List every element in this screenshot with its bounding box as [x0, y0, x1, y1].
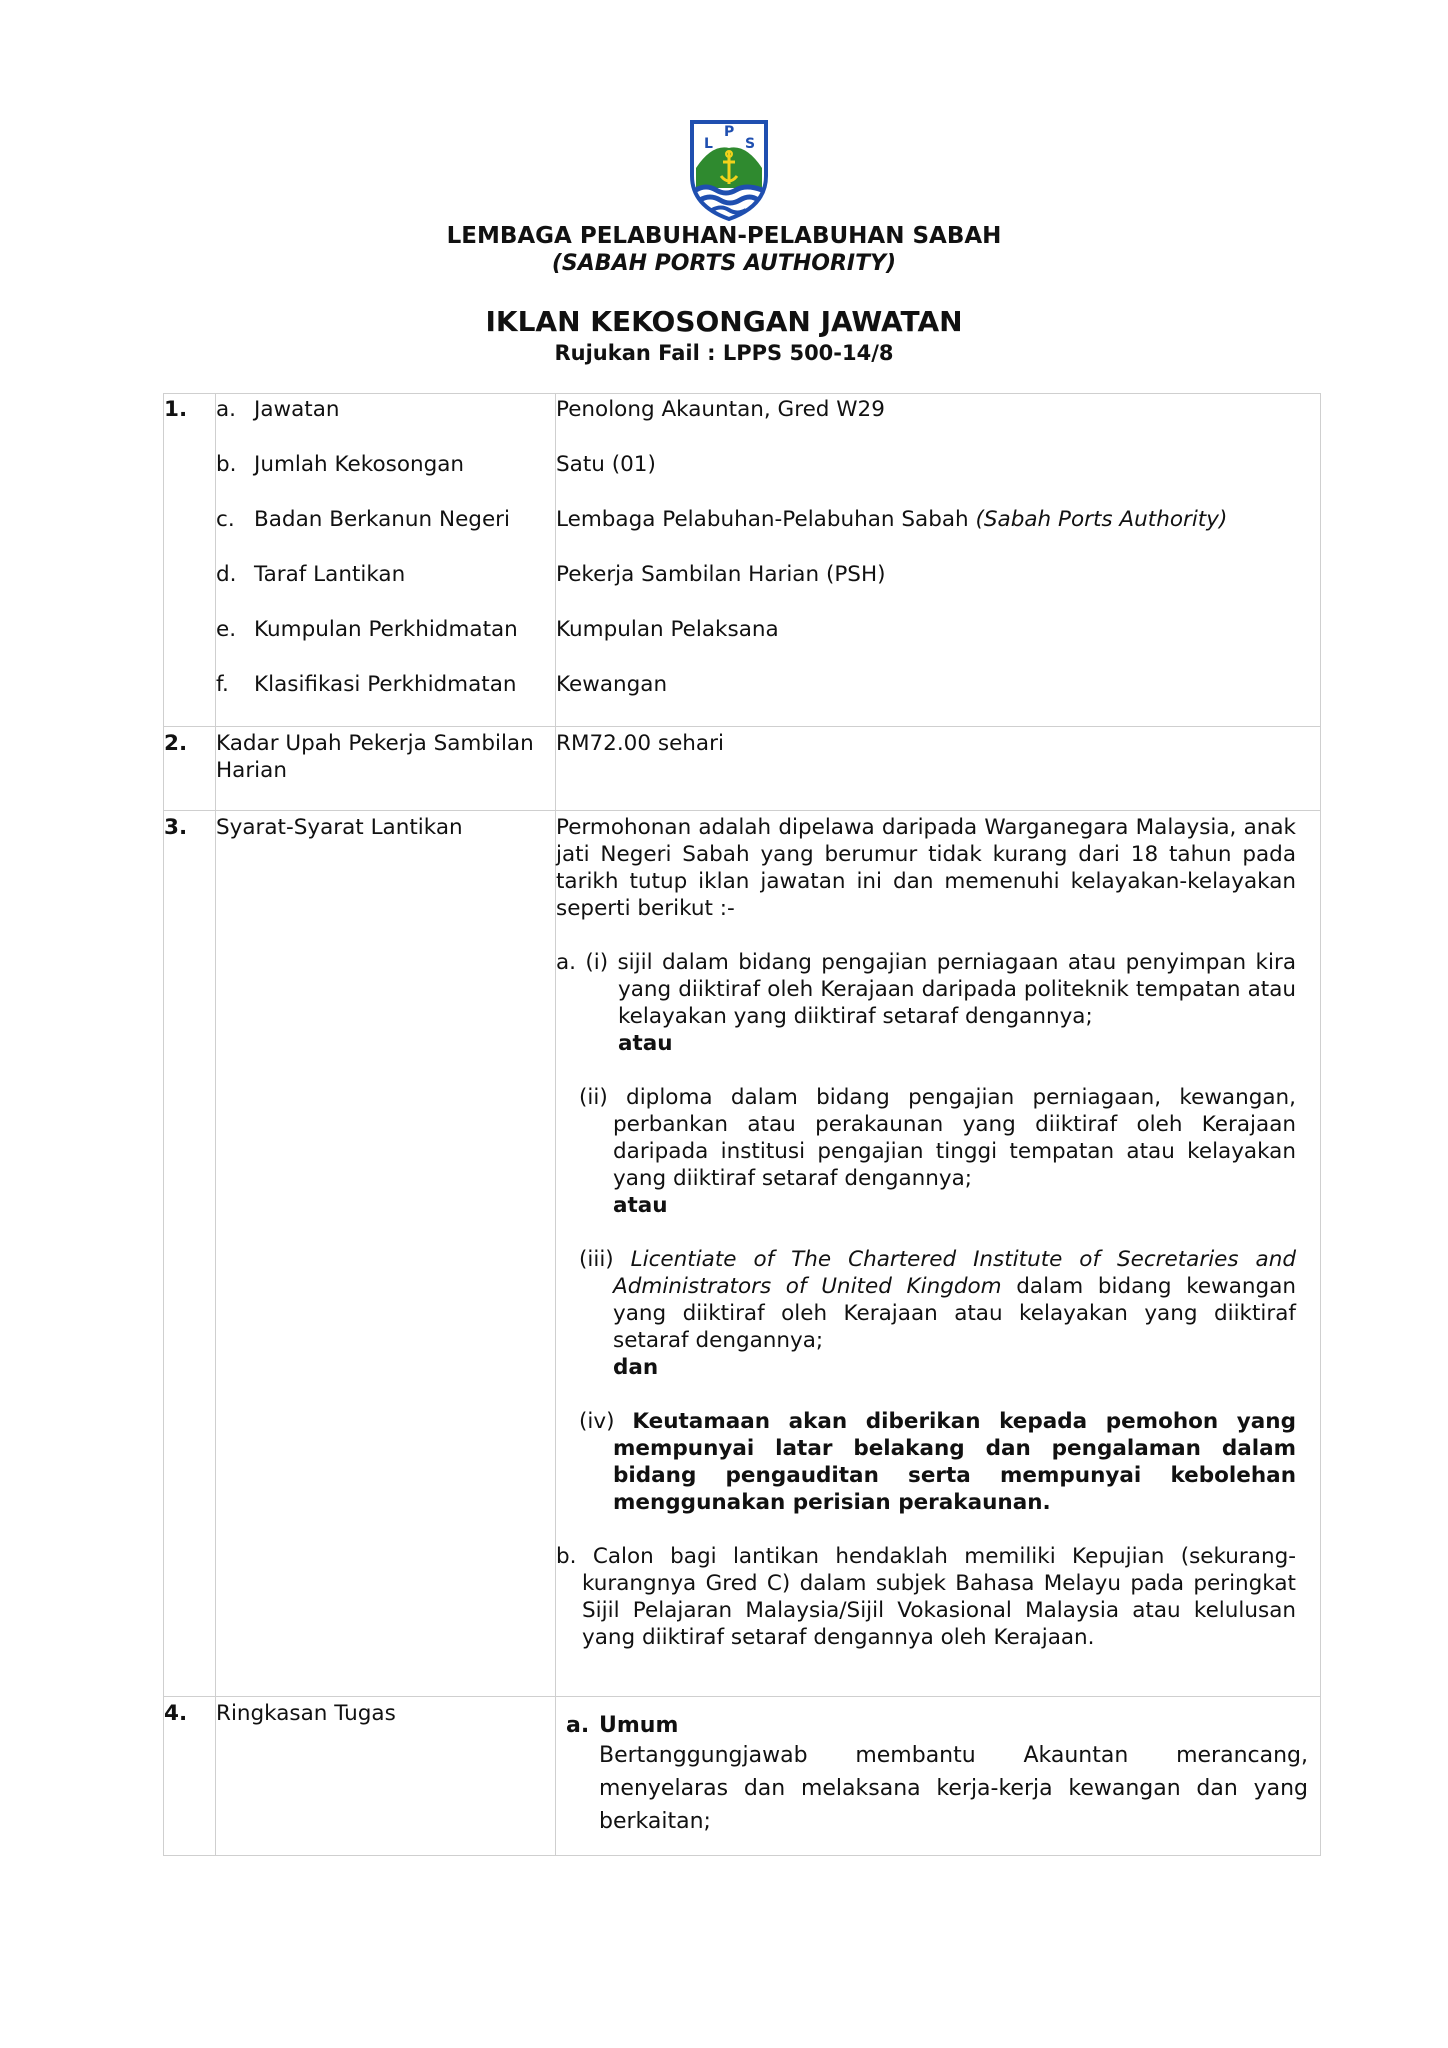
section-3-content — [556, 811, 1321, 1697]
section-number: 1. — [164, 394, 216, 727]
label-row — [216, 396, 555, 451]
requirement-prefix: (iii) — [579, 1247, 631, 1272]
label-row — [216, 561, 555, 616]
section-1-values — [556, 394, 1321, 727]
value-text-italic: (Sabah Ports Authority) — [975, 507, 1228, 532]
organization-name: LEMBAGA PELABUHAN-PELABUHAN SABAH — [446, 223, 1002, 249]
item-letter: f. — [216, 672, 229, 697]
item-label: Jawatan — [254, 397, 340, 422]
label-row — [216, 616, 555, 671]
value-row: Pekerja Sambilan Harian (PSH) — [556, 562, 886, 587]
section-2-row — [164, 727, 1321, 811]
item-letter: a. — [216, 397, 237, 422]
logo-letter-p: P — [724, 124, 735, 140]
logo-letter-l: L — [704, 136, 713, 152]
label-row — [216, 506, 555, 561]
item-letter: d. — [216, 562, 237, 587]
requirement-text-bold: Keutamaan akan diberikan kepada pemohon yang mempunyai latar belakang dan pengalaman dalam bidang pengauditan serta mempunyai kebolehan menggunakan perisian perakaunan. — [613, 1409, 1296, 1515]
requirement-a-i — [556, 949, 1296, 1030]
section-1-labels — [216, 394, 556, 727]
connector-dan: dan — [613, 1355, 659, 1380]
requirement-text: sijil dalam bidang pengajian perniagaan atau penyimpan kira yang diiktiraf oleh Kerajaan daripada politeknik tempatan atau kelayakan yang diiktiraf setaraf dengannya; — [617, 950, 1296, 1029]
value-row: Kewangan — [556, 672, 668, 697]
item-letter: b. — [216, 452, 237, 477]
section-4-label: Ringkasan Tugas — [216, 1697, 556, 1856]
section-2-value: RM72.00 sehari — [556, 727, 1321, 811]
logo-letter-s: S — [745, 136, 756, 152]
section-3-label: Syarat-Syarat Lantikan — [216, 811, 556, 1697]
item-label: Kumpulan Perkhidmatan — [254, 617, 518, 642]
requirement-prefix: b. — [556, 1544, 593, 1569]
requirement-text: diploma dalam bidang pengajian perniagaan, kewangan, perbankan atau perakaunan yang diiktiraf oleh Kerajaan daripada institusi pengajian tinggi tempatan atau kelayakan yang diiktiraf setaraf dengannya; — [613, 1085, 1296, 1191]
value-row: Penolong Akauntan, Gred W29 — [556, 397, 885, 422]
document-title: IKLAN KEKOSONGAN JAWATAN — [485, 305, 963, 338]
item-label: Taraf Lantikan — [254, 562, 406, 587]
connector-atau: atau — [613, 1193, 668, 1218]
requirement-text-italic: Licentiate of The Chartered Institute of Secretaries and Administrators of United Kingdom — [613, 1247, 1296, 1299]
duties-text: Bertanggungjawab membantu Akauntan merancang, menyelaras dan melaksana kerja-kerja kewangan dan yang berkaitan; — [599, 1743, 1308, 1834]
item-letter: e. — [216, 617, 237, 642]
section-3-row — [164, 811, 1321, 1697]
requirement-prefix: (ii) — [579, 1085, 627, 1110]
section-number: 4. — [164, 1697, 216, 1856]
eligibility-intro: Permohonan adalah dipelawa daripada Warganegara Malaysia, anak jati Negeri Sabah yang berumur tidak kurang dari 18 tahun pada tarikh tutup iklan jawatan ini dan memenuhi kelayakan-kelayakan seperti berikut :- — [556, 815, 1296, 921]
section-number: 3. — [164, 811, 216, 1697]
value-row — [556, 506, 1320, 561]
connector-atau: atau — [618, 1031, 673, 1056]
requirement-a-iii — [556, 1246, 1296, 1354]
section-4-row — [164, 1697, 1321, 1856]
requirement-a-iv — [556, 1408, 1296, 1516]
label-row — [216, 451, 555, 506]
label-row — [216, 671, 555, 726]
requirement-a-ii — [556, 1084, 1296, 1192]
value-row: Satu (01) — [556, 452, 656, 477]
duties-subheading — [566, 1712, 1308, 1739]
value-row: Kumpulan Pelaksana — [556, 617, 779, 642]
requirement-text: Calon bagi lantikan hendaklah memiliki Kepujian (sekurang-kurangnya Gred C) dalam subjek Bahasa Melayu pada peringkat Sijil Pelajaran Malaysia/Sijil Vokasional Malaysia atau kelulusan yang diiktiraf setaraf dengannya oleh Kerajaan. — [582, 1544, 1296, 1650]
section-number: 2. — [164, 727, 216, 811]
vacancy-details-table — [163, 393, 1321, 1856]
sabah-ports-authority-logo — [688, 118, 770, 222]
requirement-b — [556, 1543, 1296, 1651]
duties-letter: a. — [566, 1713, 590, 1738]
item-label: Badan Berkanun Negeri — [254, 507, 510, 532]
item-letter: c. — [216, 507, 235, 532]
value-text: Lembaga Pelabuhan-Pelabuhan Sabah — [556, 507, 976, 532]
section-4-content — [556, 1697, 1321, 1856]
requirement-text: dalam bidang kewangan yang diiktiraf oleh Kerajaan atau kelayakan yang diiktiraf setaraf dengannya; — [613, 1274, 1296, 1353]
requirement-prefix: a. (i) — [556, 950, 618, 975]
item-label: Jumlah Kekosongan — [254, 452, 465, 477]
requirement-prefix: (iv) — [579, 1409, 633, 1434]
section-1-row — [164, 394, 1321, 727]
file-reference: Rujukan Fail : LPPS 500-14/8 — [554, 341, 894, 365]
duties-title: Umum — [599, 1713, 679, 1738]
item-label: Klasifikasi Perkhidmatan — [254, 672, 517, 697]
section-2-label: Kadar Upah Pekerja Sambilan Harian — [216, 727, 556, 811]
organization-name-english: (SABAH PORTS AUTHORITY) — [551, 251, 897, 276]
